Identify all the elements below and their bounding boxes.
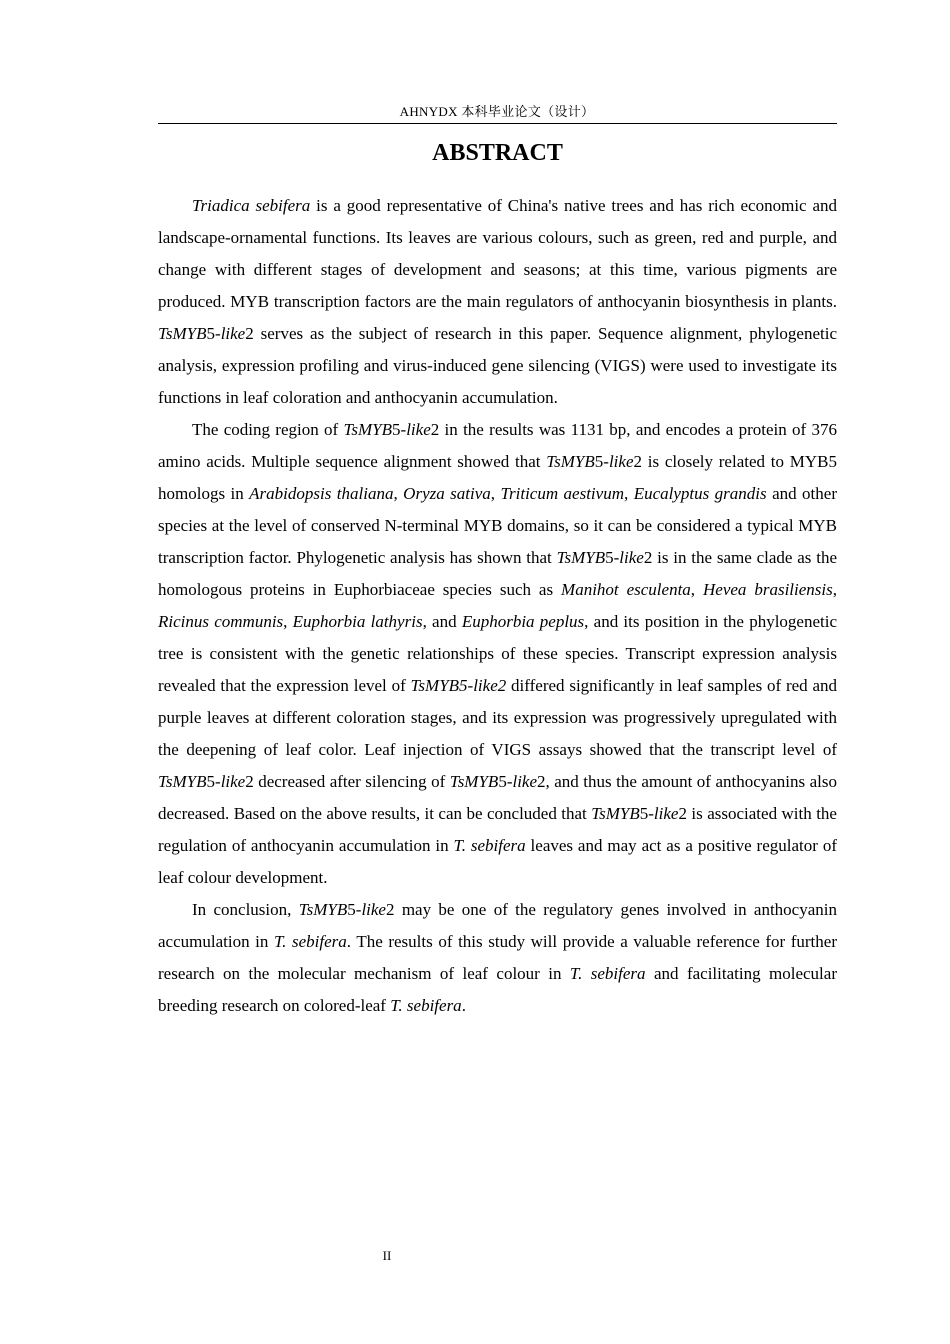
page-number: II bbox=[382, 1248, 392, 1263]
italic-term: TsMYB5-like2 bbox=[410, 676, 507, 695]
paragraph-1 bbox=[158, 190, 837, 414]
text-run: differed significantly in leaf samples of red and purple leaves at different coloration stages, and its expression was progressively upregulated with the deepening of leaf color. Leaf injection of VIGS assays showed that the transcript level of bbox=[158, 676, 837, 759]
text-run: 2, and thus the amount of anthocyanins also decreased. Based on the above results, it can be concluded that bbox=[158, 772, 837, 823]
italic-term: like bbox=[608, 452, 634, 471]
text-run: . The results of this study will provide a valuable reference for further research on the molecular mechanism of leaf colour in bbox=[158, 932, 837, 983]
text-run: 2 serves as the subject of research in this paper. Sequence alignment, phylogenetic analysis, expression profiling and virus-induced gene silencing (VIGS) were used to investigate its functions in leaf coloration and anthocyanin accumulation. bbox=[158, 324, 837, 407]
text-run: In conclusion, bbox=[192, 900, 299, 919]
text-run: 2 in the results was 1131 bp, and encodes a protein of 376 amino acids. Multiple sequence alignment showed that bbox=[158, 420, 837, 471]
italic-term: like bbox=[512, 772, 538, 791]
text-run: 5- bbox=[206, 772, 221, 791]
italic-term: T. sebifera bbox=[273, 932, 347, 951]
italic-term: Triadica sebifera bbox=[192, 196, 311, 215]
text-run: 2 decreased after silencing of bbox=[245, 772, 450, 791]
paragraph-2 bbox=[158, 414, 837, 894]
text-run: , bbox=[393, 484, 404, 503]
italic-term: TsMYB bbox=[449, 772, 499, 791]
text-run: , bbox=[283, 612, 293, 631]
italic-term: TsMYB bbox=[158, 324, 207, 343]
italic-term: like bbox=[619, 548, 644, 567]
italic-term: TsMYB bbox=[343, 420, 393, 439]
italic-term: Euphorbia lathyris bbox=[292, 612, 423, 631]
italic-term: like bbox=[361, 900, 386, 919]
italic-term: Ricinus communis bbox=[158, 612, 284, 631]
text-run: is a good representative of China's native trees and has rich economic and landscape-ornamental functions. Its leaves are various colours, such as green, red and purple, and change with different stages of development and seasons; at this time, various pigments are produced. MYB transcription factors are the main regulators of anthocyanin biosynthesis in plants. bbox=[158, 196, 837, 311]
running-header: AHNYDX 本科毕业论文（设计） bbox=[399, 104, 595, 119]
text-run: , and bbox=[422, 612, 462, 631]
italic-term: T. sebifera bbox=[390, 996, 462, 1015]
text-run: 5- bbox=[498, 772, 513, 791]
text-run: , bbox=[690, 580, 703, 599]
text-run: . bbox=[461, 996, 466, 1015]
abstract-body bbox=[158, 190, 837, 1022]
text-run: 5- bbox=[605, 548, 620, 567]
italic-term: TsMYB bbox=[546, 452, 595, 471]
italic-term: Oryza sativa bbox=[403, 484, 491, 503]
text-run: 2 is associated with the regulation of anthocyanin accumulation in bbox=[158, 804, 837, 855]
italic-term: Triticum aestivum bbox=[500, 484, 624, 503]
text-run: The coding region of bbox=[192, 420, 344, 439]
text-run: 2 may be one of the regulatory genes involved in anthocyanin accumulation in bbox=[158, 900, 837, 951]
italic-term: Hevea brasiliensis bbox=[703, 580, 833, 599]
text-run: 5- bbox=[594, 452, 609, 471]
italic-term: TsMYB bbox=[591, 804, 640, 823]
text-run: , bbox=[832, 580, 838, 599]
text-run: , bbox=[623, 484, 634, 503]
text-run: 2 is in the same clade as the homologous proteins in Euphorbiaceae species such as bbox=[158, 548, 837, 599]
italic-term: T. sebifera bbox=[453, 836, 526, 855]
italic-term: like bbox=[406, 420, 431, 439]
text-run: 5- bbox=[347, 900, 362, 919]
italic-term: like bbox=[220, 772, 246, 791]
text-run: and other species at the level of conserved N-terminal MYB domains, so it can be considered a typical MYB transcription factor. Phylogenetic analysis has shown that bbox=[158, 484, 837, 567]
text-run: 2 is closely related to MYB5 homologs in bbox=[158, 452, 837, 503]
abstract-title: ABSTRACT bbox=[432, 140, 563, 166]
text-run: 5- bbox=[206, 324, 221, 343]
text-run: 5- bbox=[392, 420, 407, 439]
italic-term: like bbox=[653, 804, 679, 823]
italic-term: Manihot esculenta bbox=[561, 580, 691, 599]
text-run: , bbox=[490, 484, 501, 503]
text-run: 5- bbox=[639, 804, 654, 823]
italic-term: TsMYB bbox=[298, 900, 348, 919]
paragraph-3 bbox=[158, 894, 837, 1022]
italic-term: like bbox=[220, 324, 246, 343]
italic-term: Eucalyptus grandis bbox=[633, 484, 767, 503]
header-rule bbox=[158, 123, 837, 124]
italic-term: TsMYB bbox=[158, 772, 207, 791]
italic-term: T. sebifera bbox=[569, 964, 646, 983]
italic-term: TsMYB bbox=[556, 548, 606, 567]
italic-term: Euphorbia peplus bbox=[461, 612, 585, 631]
text-run: and facilitating molecular breeding research on colored-leaf bbox=[158, 964, 837, 1015]
text-run: leaves and may act as a positive regulator of leaf colour development. bbox=[158, 836, 837, 887]
italic-term: Arabidopsis thaliana bbox=[249, 484, 394, 503]
text-run: , and its position in the phylogenetic tree is consistent with the genetic relationships of these species. Transcript expression analysis revealed that the expression level of bbox=[158, 612, 838, 695]
